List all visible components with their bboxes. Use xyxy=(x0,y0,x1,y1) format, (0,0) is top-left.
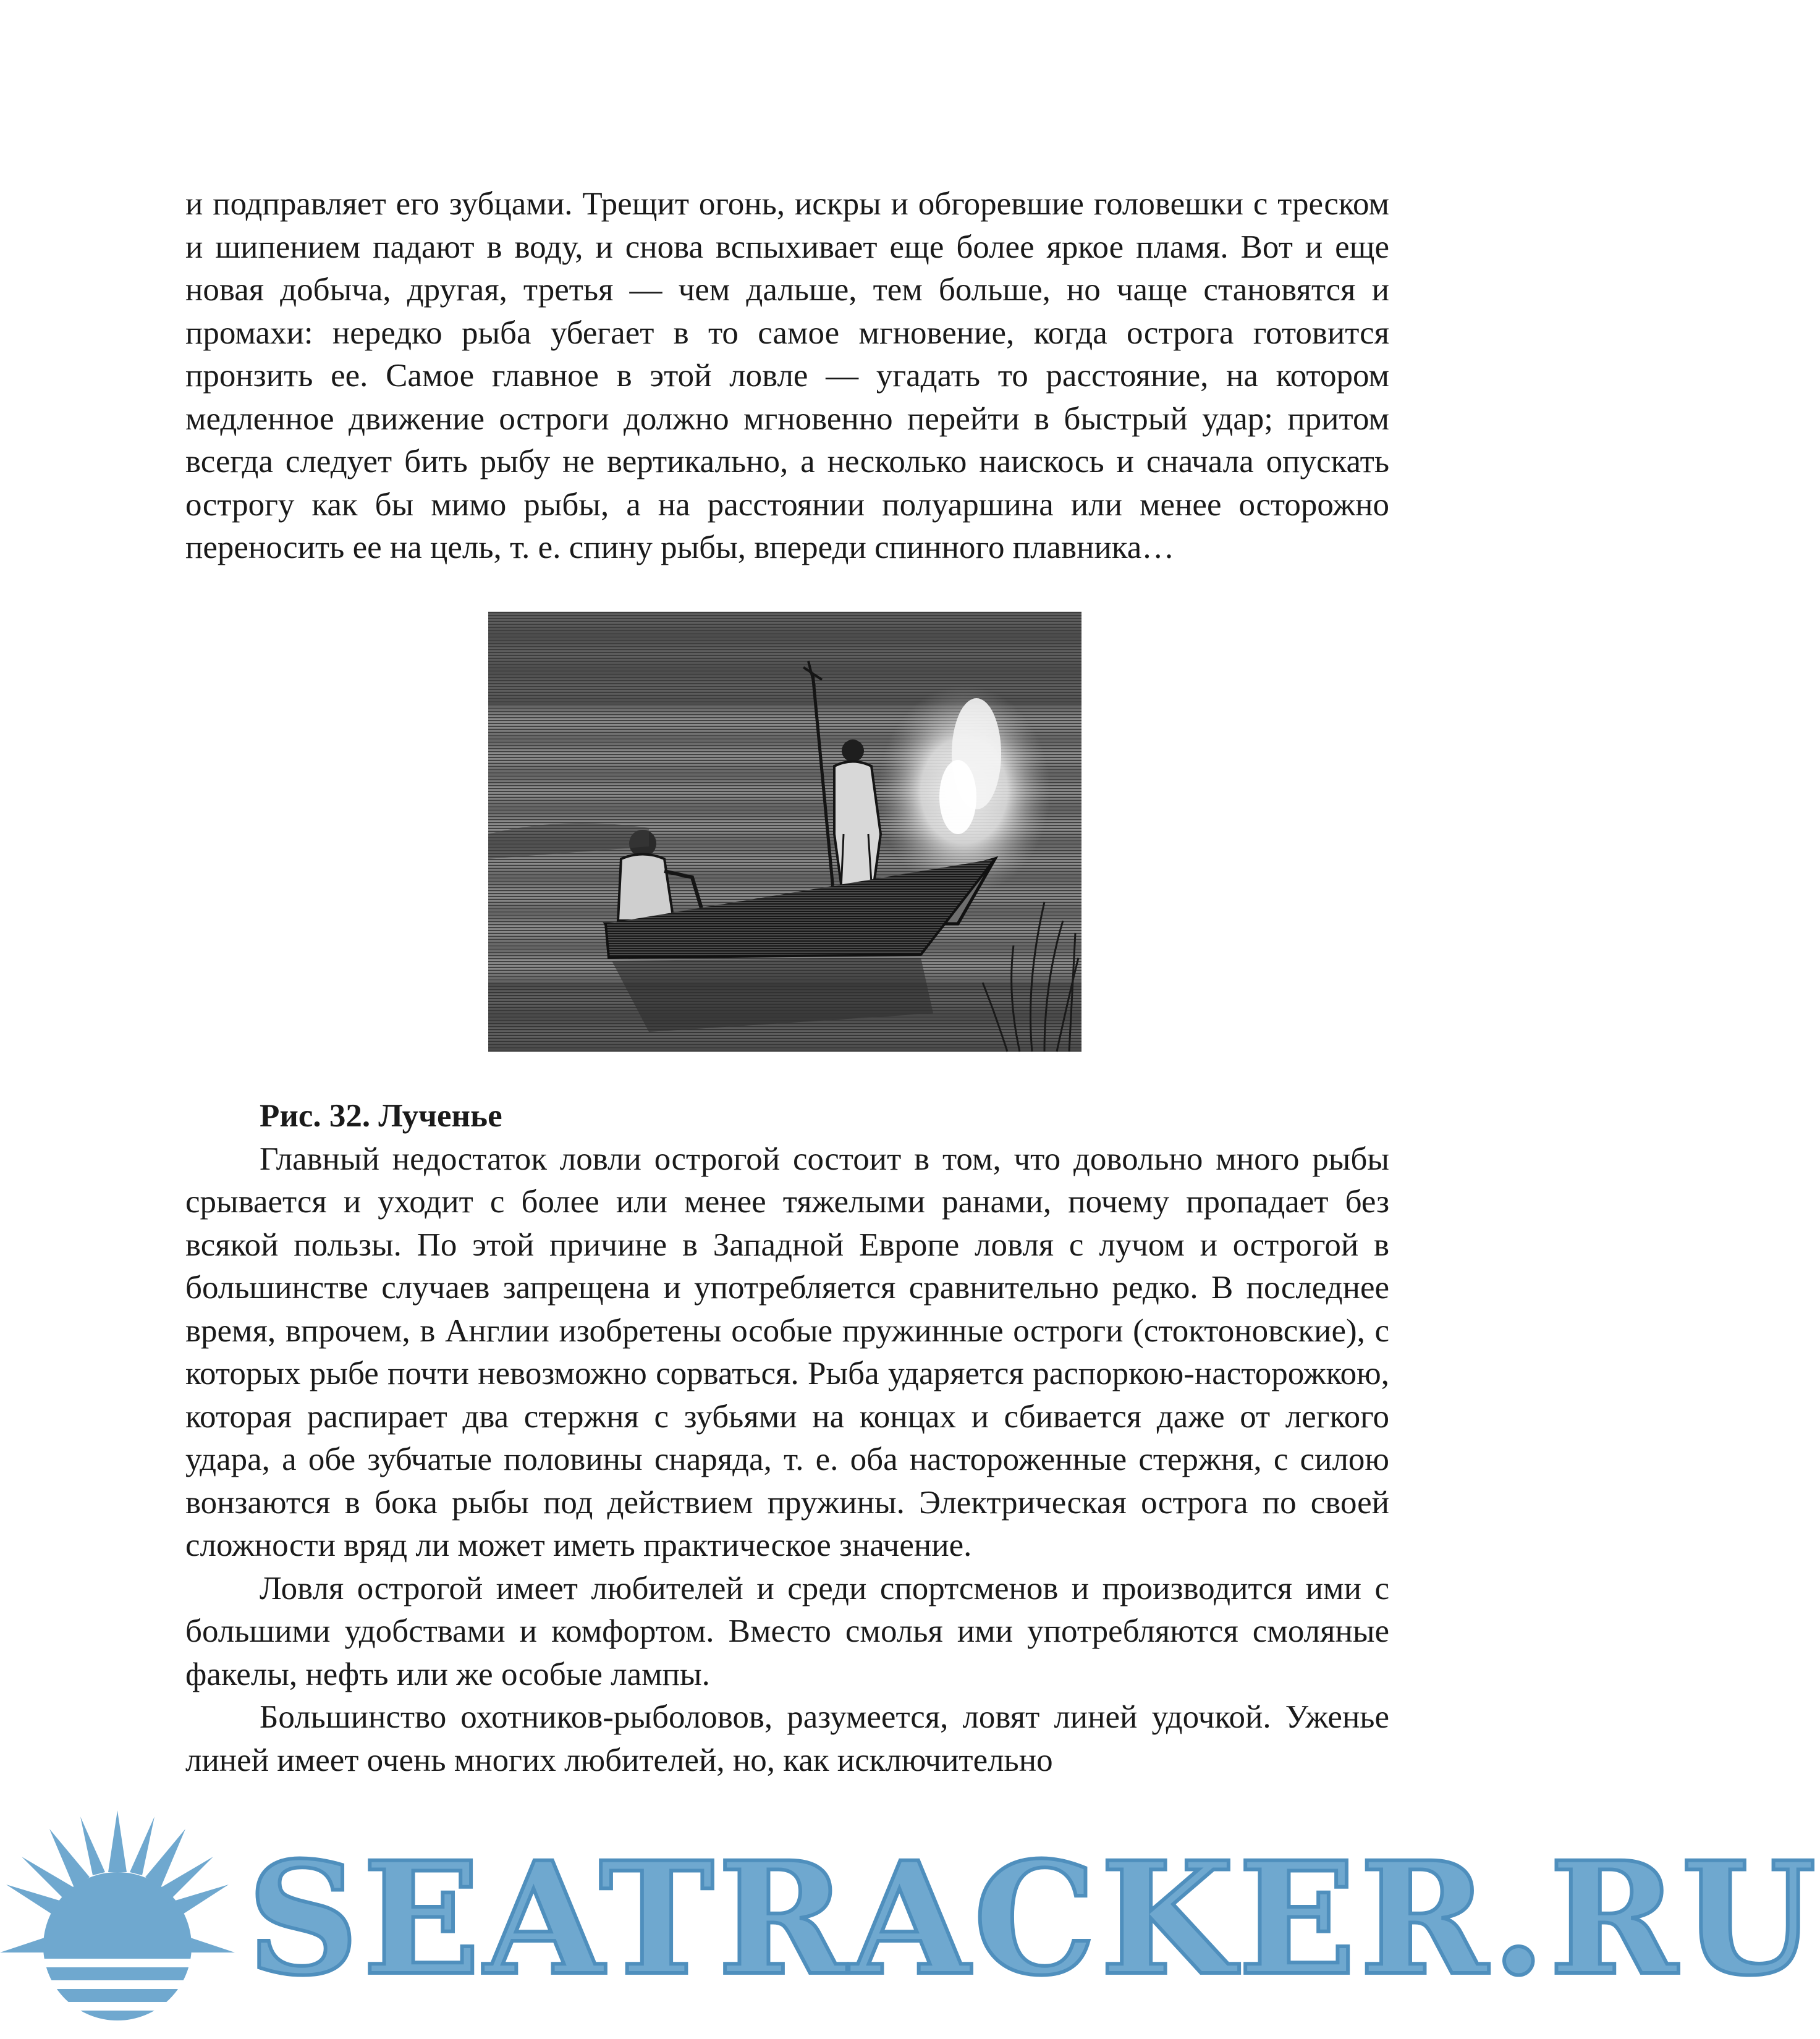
paragraph-continued: и подправляет его зубцами. Трещит огонь, искры и обгоревшие головешки с треском и шипением падают в воду, и снова вспыхивает еще более яркое пламя. Вот и еще новая добыча, другая, третья — чем дальше, тем больше, но чаще становятся и промахи: нередко рыба убегает в то самое мгновение, когда острога готовится пронзить ее. Самое главное в этой ловле — угадать то расстояние, на котором медленное движение остроги должно мгновенно перейти в быстрый удар; притом всегда следует бить рыбу не вертикально, а несколько наискось и сначала опускать острогу как бы мимо рыбы, а на расстоянии полуаршина или менее осторожно переносить ее на цель, т. е. спину рыбы, впереди спинного плавника… xyxy=(185,186,1389,565)
text-block-bottom xyxy=(185,1095,1389,1782)
text-block-top xyxy=(185,183,1389,570)
paragraph: Ловля острогой имеет любителей и среди спортсменов и производится ими с большими удобствами и комфортом. Вместо смолья ими употребляются смоляные факелы, нефть или же особые лампы. xyxy=(185,1570,1389,1692)
sun-logo-icon xyxy=(0,1804,260,2039)
figure-caption: Рис. 32. Лученье xyxy=(260,1098,502,1134)
figure-fishing-illustration xyxy=(488,612,1081,1052)
watermark-text: SEATRACKER.RU xyxy=(247,1828,1820,2009)
paragraph: Большинство охотников-рыболовов, разумеется, ловят линей удочкой. Уженье линей имеет очень многих любителей, но, как исключительно xyxy=(185,1699,1389,1778)
engraving-night-spear-fishing xyxy=(488,612,1081,1052)
paragraph: Главный недостаток ловли острогой состоит в том, что довольно много рыбы срывается и уходит с более или менее тяжелыми ранами, почему пропадает без всякой пользы. По этой причине в Западной Европе ловля с лучом и острогой в большинстве случаев запрещена и употребляется сравнительно редко. В последнее время, впрочем, в Англии изобретены особые пружинные остроги (стоктоновские), с которых рыбе почти невозможно сорваться. Рыба ударяется распоркою-насторожкою, которая распирает два стержня с зубьями на концах и сбивается даже от легкого удара, а обе зубчатые половины снаряда, т. е. оба настороженные стержня, с силою вонзаются в бока рыбы под действием пружины. Электрическая острога по своей сложности вряд ли может иметь практическое значение. xyxy=(185,1141,1389,1563)
watermark xyxy=(0,1804,1820,2039)
